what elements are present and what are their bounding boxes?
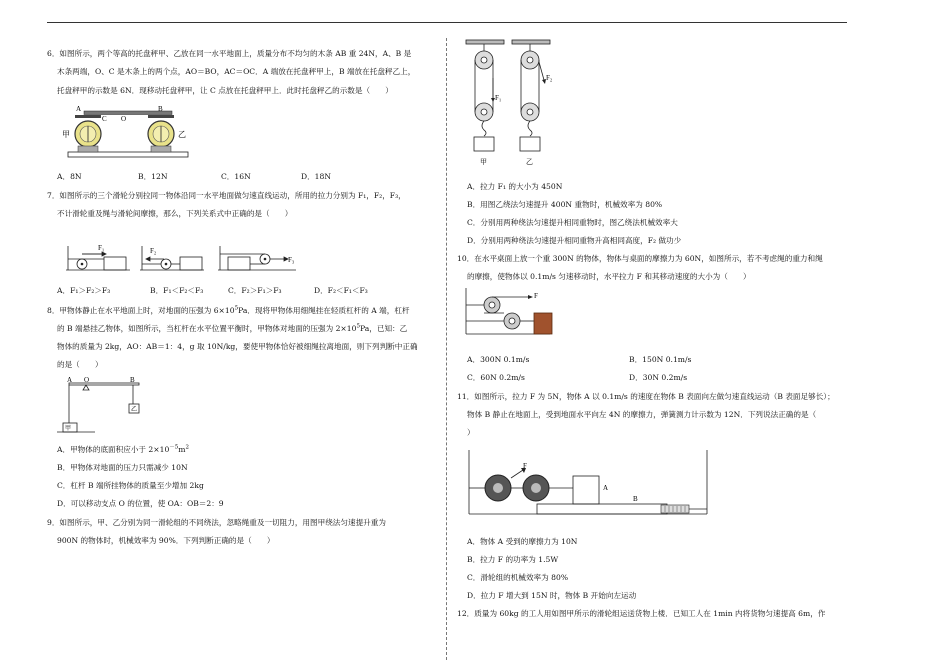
q7-label-f3: F₃ — [288, 256, 295, 264]
q11-line-1: 11．如图所示，拉力 F 为 5N，物体 A 以 0.1m/s 的速度在物体 B 表面向左做匀速直线运动（B 表面足够长）； — [457, 392, 835, 401]
q11-label-f: F — [523, 462, 527, 470]
q8-option-c: C．杠杆 B 端所挂物体的质量至少增加 2kg — [57, 481, 204, 490]
q7-label-f2: F₂ — [150, 247, 157, 255]
q8-label-a: A — [67, 376, 73, 384]
q7-line-2: 不计滑轮重及绳与滑轮间摩擦，那么，下列关系式中正确的是（ ） — [57, 209, 293, 218]
q12-line-1: 12．质量为 60kg 的工人用如图甲所示的滑轮组运送货物上楼．已知工人在 1min 内将货物匀速提高 6m，作 — [457, 609, 826, 618]
q10-line-2: 的摩擦，使物体以 0.1m/s 匀速移动时，水平拉力 F 和其移动速度的大小为（ ） — [467, 272, 751, 281]
q10-figure — [462, 286, 554, 338]
q9-figure — [462, 38, 572, 170]
q11-label-a: A — [603, 484, 609, 492]
q10-option-c: C．60N 0.2m/s — [467, 373, 525, 382]
q9-option-d: D．分别用两种绕法匀速提升相同重物升高相同高度，F₂ 做功少 — [467, 236, 682, 245]
q8-line-3: 物体的质量为 2kg，AO：AB＝1：4，g 取 10N/kg，要使甲物体恰好被细绳拉离地面，则下列判断中正确 — [57, 342, 418, 351]
column-separator — [446, 38, 447, 660]
q7-option-d: D．F₂＜F₁＜F₃ — [314, 286, 368, 295]
q6-figure — [62, 104, 197, 162]
q8-label-jia: 甲 — [65, 425, 72, 432]
q6-scale-yi-pan — [148, 115, 174, 118]
q7-option-c: C．F₂＞F₁＞F₃ — [228, 286, 282, 295]
q6-ground — [68, 152, 188, 157]
q9-option-a: A．拉力 F₁ 的大小为 450N — [467, 182, 563, 191]
q8-option-a: A．甲物体的底面积应小于 $2\times 10^{-5}m^2$ — [57, 444, 189, 454]
q8-label-yi: 乙 — [131, 406, 138, 413]
q9-option-b: B．用图乙绕法匀速提升 400N 重物时，机械效率为 80% — [467, 200, 663, 209]
q10-line-1: 10．在水平桌面上放一个重 300N 的物体，物体与桌面的摩擦力为 60N，如图所示，若不考虑绳的重力和绳 — [457, 254, 823, 263]
q6-label-jia: 甲 — [62, 130, 70, 139]
q10-label-f: F — [534, 292, 538, 300]
q11-option-b: B．拉力 F 的功率为 1.5W — [467, 555, 559, 564]
q11-label-b: B — [633, 495, 638, 503]
q11-block-a — [573, 476, 599, 504]
q8-label-o: O — [84, 376, 90, 384]
q10-option-d: D．30N 0.2m/s — [629, 373, 688, 382]
q11-option-d: D．拉力 F 增大到 15N 时，物体 B 开始向左运动 — [467, 591, 637, 600]
q9-jia-weight — [474, 137, 494, 151]
q7-option-a: A．F₁＞F₂＞F₃ — [57, 286, 111, 295]
q6-label-c: C — [102, 115, 107, 123]
q6-option-b: B．12N — [138, 172, 168, 181]
q7-option-b: B．F₁＜F₂＜F₃ — [150, 286, 204, 295]
q11-option-a: A．物体 A 受到的摩擦力为 10N — [467, 537, 578, 546]
q10-block — [534, 313, 552, 334]
q11-line-3: ） — [467, 428, 475, 437]
q7-line-1: 7．如图所示的三个滑轮分别拉同一物体沿同一水平地面做匀速直线运动，所用的拉力分别为 F₁，F₂，F₃， — [47, 191, 406, 200]
q6-label-yi: 乙 — [178, 130, 186, 139]
q6-line-3: 托盘秤甲的示数是 6N．现移动托盘秤甲，让 C 点放在托盘秤甲上．此时托盘秤乙的示数是（ ） — [57, 86, 393, 95]
q9-line-2: 900N 的物体时，机械效率为 90%．下列判断正确的是（ ） — [57, 536, 275, 545]
q8-option-d: D．可以移动支点 O 的位置，使 OA：OB＝2：9 — [57, 499, 224, 508]
q10-option-b: B．150N 0.1m/s — [629, 355, 692, 364]
q8-option-b: B．甲物体对地面的压力只需减少 10N — [57, 463, 188, 472]
q7-label-f1: F₁ — [98, 244, 105, 252]
q8-fulcrum — [83, 385, 89, 390]
q9-label-jia: 甲 — [480, 158, 487, 166]
q6-option-c: C．16N — [221, 172, 251, 181]
q9-label-f2: F₂ — [546, 74, 553, 82]
q7-block-2 — [180, 257, 202, 270]
q9-label-f1: F₁ — [495, 94, 502, 102]
q9-yi-weight — [520, 137, 540, 151]
q8-label-b: B — [130, 376, 135, 384]
q9-label-yi: 乙 — [526, 158, 533, 166]
q6-label-o: O — [121, 115, 127, 123]
q6-scale-jia-pan — [75, 115, 101, 118]
q6-option-a: A．8N — [57, 172, 82, 181]
q7-figure — [62, 240, 302, 276]
q9-line-1: 9．如图所示，甲、乙分别为同一滑轮组的不同绕法，忽略绳重及一切阻力，用图甲绕法匀速提升重为 — [47, 518, 386, 527]
q7-block-1 — [104, 257, 126, 270]
q11-figure — [465, 448, 713, 518]
q6-line-1: 6．如图所示，两个等高的托盘秤甲、乙放在同一水平地面上，质量分布不均匀的木条 AB 重 24N，A、B 是 — [47, 49, 412, 58]
q6-label-b: B — [158, 105, 163, 113]
header-rule — [47, 22, 847, 23]
q6-line-2: 木条两端，O、C 是木条上的两个点，AO＝BO，AC＝OC．A 端放在托盘秤甲上，B 端放在托盘秤乙上， — [57, 67, 416, 76]
q10-option-a: A．300N 0.1m/s — [467, 355, 530, 364]
q8-line-4: 的是（ ） — [57, 360, 103, 369]
q8-lever — [69, 383, 139, 385]
q11-option-c: C．滑轮组的机械效率为 80% — [467, 573, 569, 582]
q6-option-d: D．18N — [301, 172, 331, 181]
q9-option-c: C．分别用两种绕法匀速提升相同重物时，图乙绕法机械效率大 — [467, 218, 678, 227]
q8-figure — [55, 374, 145, 436]
q8-line-2: 的 B 端悬挂乙物体，如图所示，当杠杆在水平位置平衡时，甲物体对地面的压强为 $2\times 10^5Pa$，已知：乙 — [57, 323, 408, 333]
q6-label-a: A — [76, 105, 82, 113]
q7-block-3 — [228, 257, 250, 270]
q11-block-b — [537, 504, 667, 514]
q8-line-1: 8．甲物体静止在水平地面上时，对地面的压强为 $6\times 10^5Pa$．现将甲物体用细绳挂在轻质杠杆的 A 端，杠杆 — [47, 305, 410, 315]
q11-line-2: 物体 B 静止在地面上，受到地面水平向左 4N 的摩擦力，弹簧测力计示数为 12N．下列说法正确的是（ — [467, 410, 817, 419]
